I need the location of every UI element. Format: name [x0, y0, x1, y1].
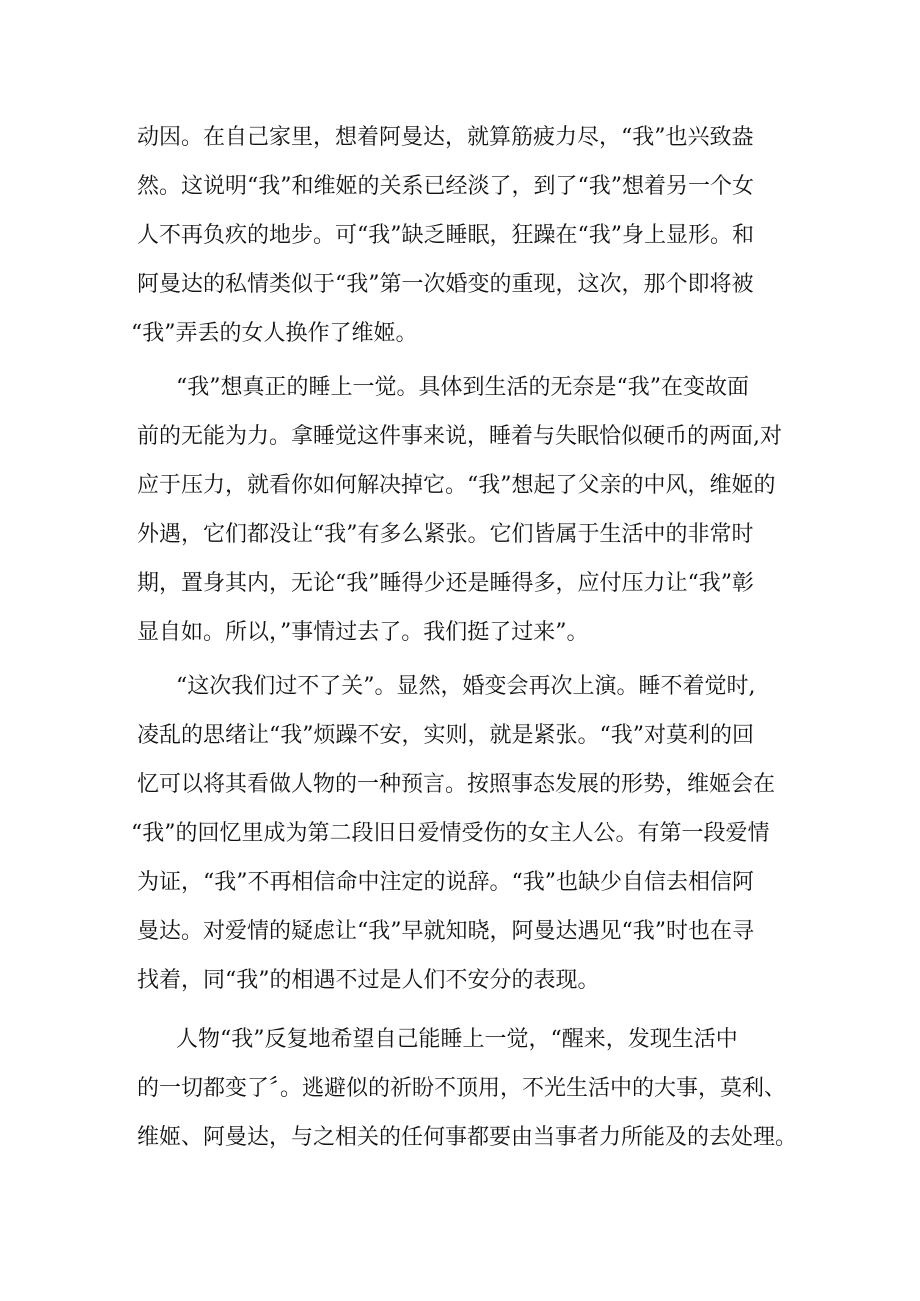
text-line: “这次我们过不了关”。显然，婚变会再次上演。睡不着觉时, [176, 674, 756, 699]
text-line: 动因。在自己家里，想着阿曼达，就算筋疲力尽，“我”也兴致盎 [137, 125, 754, 150]
text-line: 忆可以将其看做人物的一种预言。按照事态发展的形势，维姬会在 [137, 772, 776, 797]
text-line: 显自如。所以，”事情过去了。我们挺了过来”。 [137, 620, 589, 645]
text-line: 曼达。对爱情的疑虑让“我”早就知晓，阿曼达遇见“我”时也在寻 [137, 919, 754, 944]
text-line: 外遇，它们都没让“我”有多么紧张。它们皆属于生活中的非常时 [137, 522, 754, 547]
text-line: 为证，“我”不再相信命中注定的说辞。“我”也缺少自信去相信阿 [137, 870, 754, 895]
text-line: 前的无能为力。拿睡觉这件事来说，睡着与失眠恰似硬币的两面,对 [137, 424, 782, 449]
text-line: 找着，同“我”的相遇不过是人们不安分的表现。 [137, 968, 600, 993]
text-line: “我”想真正的睡上一觉。具体到生活的无奈是“我”在变故面 [176, 375, 749, 400]
text-line: 期，置身其内，无论“我”睡得少还是睡得多，应付压力让“我”彰 [137, 571, 754, 596]
text-line: 然。这说明“我”和维姬的关系已经淡了，到了“我”想着另一个女 [137, 174, 754, 199]
text-line: “我”的回忆里成为第二段旧日爱情受伤的女主人公。有第一段爱情 [131, 821, 770, 846]
text-line: 凌乱的思绪让“我”烦躁不安，实则，就是紧张。“我”对莫利的回 [137, 723, 754, 748]
text-line: “我”弄丢的女人换作了维姬。 [131, 321, 418, 346]
text-line: 应于压力，就看你如何解决掉它。“我”想起了父亲的中风，维姬的 [137, 473, 776, 498]
text-line: 阿曼达的私情类似于“我”第一次婚变的重现，这次，那个即将被 [137, 272, 754, 297]
text-line: 人物“我”反复地希望自己能睡上一觉，“醒来，发现生活中 [176, 1027, 738, 1052]
text-line: 人不再负疚的地步。可“我”缺乏睡眠，狂躁在“我”身上显形。和 [137, 223, 754, 248]
text-line: 维姬、阿曼达，与之相关的任何事都要由当事者力所能及的去处理。 [137, 1125, 798, 1150]
text-line: 的一切都变了〞。逃避似的祈盼不顶用，不光生活中的大事，莫利、 [137, 1076, 787, 1101]
